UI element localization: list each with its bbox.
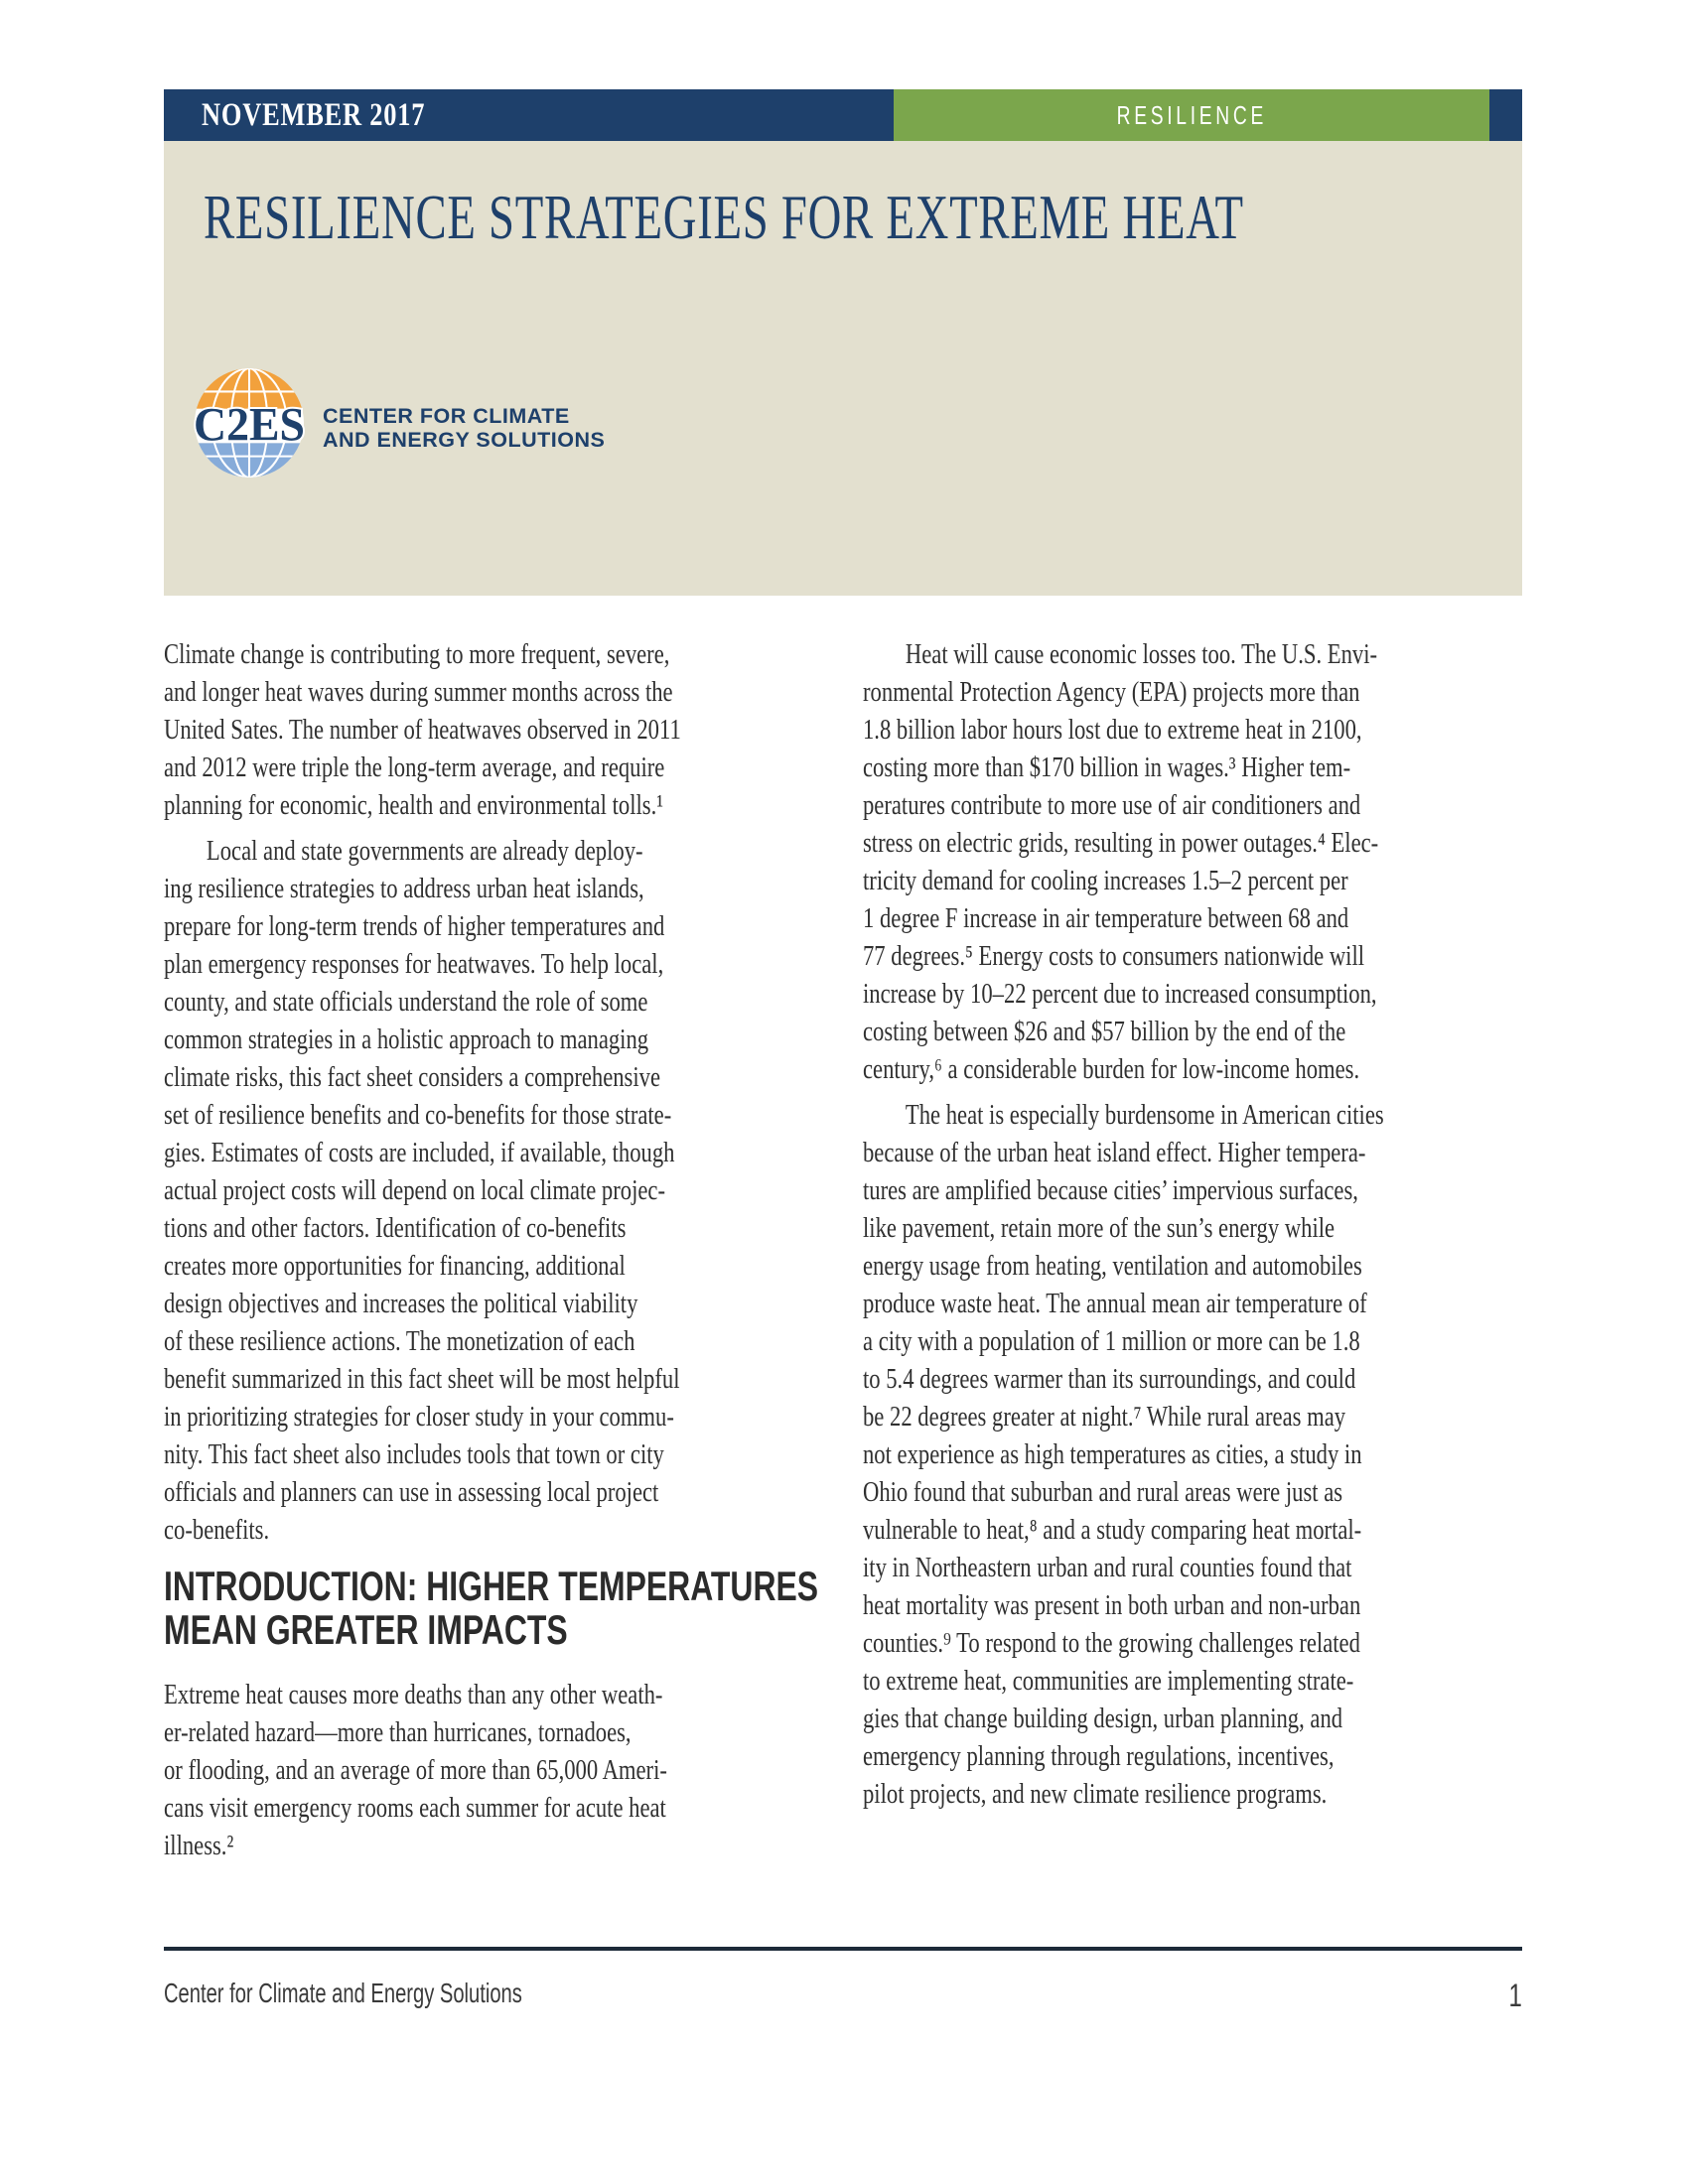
header-date-bar xyxy=(164,89,894,141)
paragraph xyxy=(863,1096,1522,1813)
text-line: illness.² xyxy=(164,1830,234,1861)
header-end-cap xyxy=(1489,89,1522,141)
text-line: co-benefits. xyxy=(164,1514,270,1546)
text-line: vulnerable to heat,⁸ and a study comparing heat mortal- xyxy=(863,1514,1362,1546)
paragraph xyxy=(863,635,1522,1088)
page-number: 1 xyxy=(1508,1978,1522,2013)
text-line: counties.⁹ To respond to the growing challenges related xyxy=(863,1627,1360,1659)
text-line: The heat is especially burdensome in American cities xyxy=(905,1099,1384,1131)
paragraph xyxy=(164,832,823,1549)
text-line: and longer heat waves during summer months across the xyxy=(164,676,673,708)
text-line: costing between $26 and $57 billion by the end of the xyxy=(863,1016,1346,1047)
text-line: tures are amplified because cities’ impervious surfaces, xyxy=(863,1174,1358,1206)
text-line: pilot projects, and new climate resilience programs. xyxy=(863,1778,1328,1810)
text-line: Heat will cause economic losses too. The U.S. Envi- xyxy=(905,638,1378,670)
text-line: energy usage from heating, ventilation and automobiles xyxy=(863,1250,1362,1282)
text-line: common strategies in a holistic approach to managing xyxy=(164,1024,649,1055)
document-title-wrap xyxy=(204,181,1628,254)
c2es-logo xyxy=(194,367,789,481)
header-series-bar xyxy=(894,89,1489,141)
text-line: ronmental Protection Agency (EPA) projects more than xyxy=(863,676,1360,708)
text-line: to 5.4 degrees warmer than its surroundings, and could xyxy=(863,1363,1356,1395)
text-line: design objectives and increases the political viability xyxy=(164,1288,638,1319)
text-line: tricity demand for cooling increases 1.5–2 percent per xyxy=(863,865,1348,896)
text-line: benefit summarized in this fact sheet will be most helpful xyxy=(164,1363,680,1395)
text-line: United Sates. The number of heatwaves observed in 2011 xyxy=(164,714,681,746)
text-line: heat mortality was present in both urban and non-urban xyxy=(863,1589,1361,1621)
text-line: officials and planners can use in assessing local project xyxy=(164,1476,659,1508)
text-line: cans visit emergency rooms each summer for acute heat xyxy=(164,1792,666,1824)
text-line: produce waste heat. The annual mean air temperature of xyxy=(863,1288,1367,1319)
text-line: Climate change is contributing to more frequent, severe, xyxy=(164,638,670,670)
article-body xyxy=(164,635,1522,1872)
text-line: creates more opportunities for financing, additional xyxy=(164,1250,626,1282)
footer-rule xyxy=(164,1947,1522,1951)
section-heading-line: INTRODUCTION: HIGHER TEMPERATURES xyxy=(164,1563,819,1609)
masthead xyxy=(164,141,1522,596)
text-line: ity in Northeastern urban and rural counties found that xyxy=(863,1552,1352,1583)
text-line: gies that change building design, urban planning, and xyxy=(863,1703,1343,1734)
text-line: century,⁶ a considerable burden for low-income homes. xyxy=(863,1053,1360,1085)
text-line: be 22 degrees greater at night.⁷ While rural areas may xyxy=(863,1401,1346,1433)
text-line: like pavement, retain more of the sun’s energy while xyxy=(863,1212,1336,1244)
document-title: RESILIENCE STRATEGIES FOR EXTREME HEAT xyxy=(204,182,1244,252)
text-line: plan emergency responses for heatwaves. To help local, xyxy=(164,948,664,980)
text-line: Local and state governments are already deploy- xyxy=(206,835,643,867)
text-line: because of the urban heat island effect. Higher tempera- xyxy=(863,1137,1366,1168)
text-line: nity. This fact sheet also includes tools that town or city xyxy=(164,1438,664,1470)
text-line: or flooding, and an average of more than 65,000 Ameri- xyxy=(164,1754,667,1786)
footer-organization: Center for Climate and Energy Solutions xyxy=(164,1978,522,2008)
header-bar xyxy=(164,89,1522,141)
logo-org-name xyxy=(323,404,605,452)
text-line: county, and state officials understand the role of some xyxy=(164,986,648,1018)
text-line: 1 degree F increase in air temperature between 68 and xyxy=(863,902,1349,934)
text-line: to extreme heat, communities are implementing strate- xyxy=(863,1665,1354,1697)
text-line: 1.8 billion labor hours lost due to extreme heat in 2100, xyxy=(863,714,1362,746)
text-line: a city with a population of 1 million or more can be 1.8 xyxy=(863,1325,1360,1357)
logo-org-line2: AND ENERGY SOLUTIONS xyxy=(323,428,606,452)
text-line: not experience as high temperatures as cities, a study in xyxy=(863,1438,1362,1470)
left-column xyxy=(164,635,823,1872)
right-column xyxy=(863,635,1522,1872)
globe-icon xyxy=(194,367,305,478)
section-heading xyxy=(164,1565,823,1652)
logo-acronym-text: C2ES xyxy=(194,398,305,452)
text-line: in prioritizing strategies for closer study in your commu- xyxy=(164,1401,674,1433)
text-line: actual project costs will depend on local climate projec- xyxy=(164,1174,665,1206)
text-line: 77 degrees.⁵ Energy costs to consumers nationwide will xyxy=(863,940,1365,972)
page-footer xyxy=(164,1978,1522,2014)
text-line: Ohio found that suburban and rural areas were just as xyxy=(863,1476,1343,1508)
text-line: prepare for long-term trends of higher temperatures and xyxy=(164,910,665,942)
paragraph xyxy=(164,1676,823,1864)
paragraph xyxy=(164,635,823,824)
text-line: gies. Estimates of costs are included, if available, though xyxy=(164,1137,675,1168)
text-line: emergency planning through regulations, incentives, xyxy=(863,1740,1335,1772)
text-line: er-related hazard—more than hurricanes, tornadoes, xyxy=(164,1716,632,1748)
series-label: RESILIENCE xyxy=(1116,99,1267,130)
text-line: tions and other factors. Identification of co-benefits xyxy=(164,1212,627,1244)
text-line: costing more than $170 billion in wages.³ Higher tem- xyxy=(863,751,1351,783)
issue-date: NOVEMBER 2017 xyxy=(202,96,426,133)
text-line: and 2012 were triple the long-term average, and require xyxy=(164,751,665,783)
text-line: increase by 10–22 percent due to increased consumption, xyxy=(863,978,1377,1010)
text-line: climate risks, this fact sheet considers a comprehensive xyxy=(164,1061,661,1093)
section-heading-line: MEAN GREATER IMPACTS xyxy=(164,1606,568,1653)
text-line: peratures contribute to more use of air conditioners and xyxy=(863,789,1361,821)
text-line: of these resilience actions. The monetization of each xyxy=(164,1325,635,1357)
text-line: stress on electric grids, resulting in power outages.⁴ Elec- xyxy=(863,827,1379,859)
text-line: set of resilience benefits and co-benefits for those strate- xyxy=(164,1099,672,1131)
text-line: planning for economic, health and environmental tolls.¹ xyxy=(164,789,664,821)
text-line: ing resilience strategies to address urban heat islands, xyxy=(164,873,644,904)
text-line: Extreme heat causes more deaths than any other weath- xyxy=(164,1679,663,1710)
logo-org-line1: CENTER FOR CLIMATE xyxy=(323,404,570,428)
